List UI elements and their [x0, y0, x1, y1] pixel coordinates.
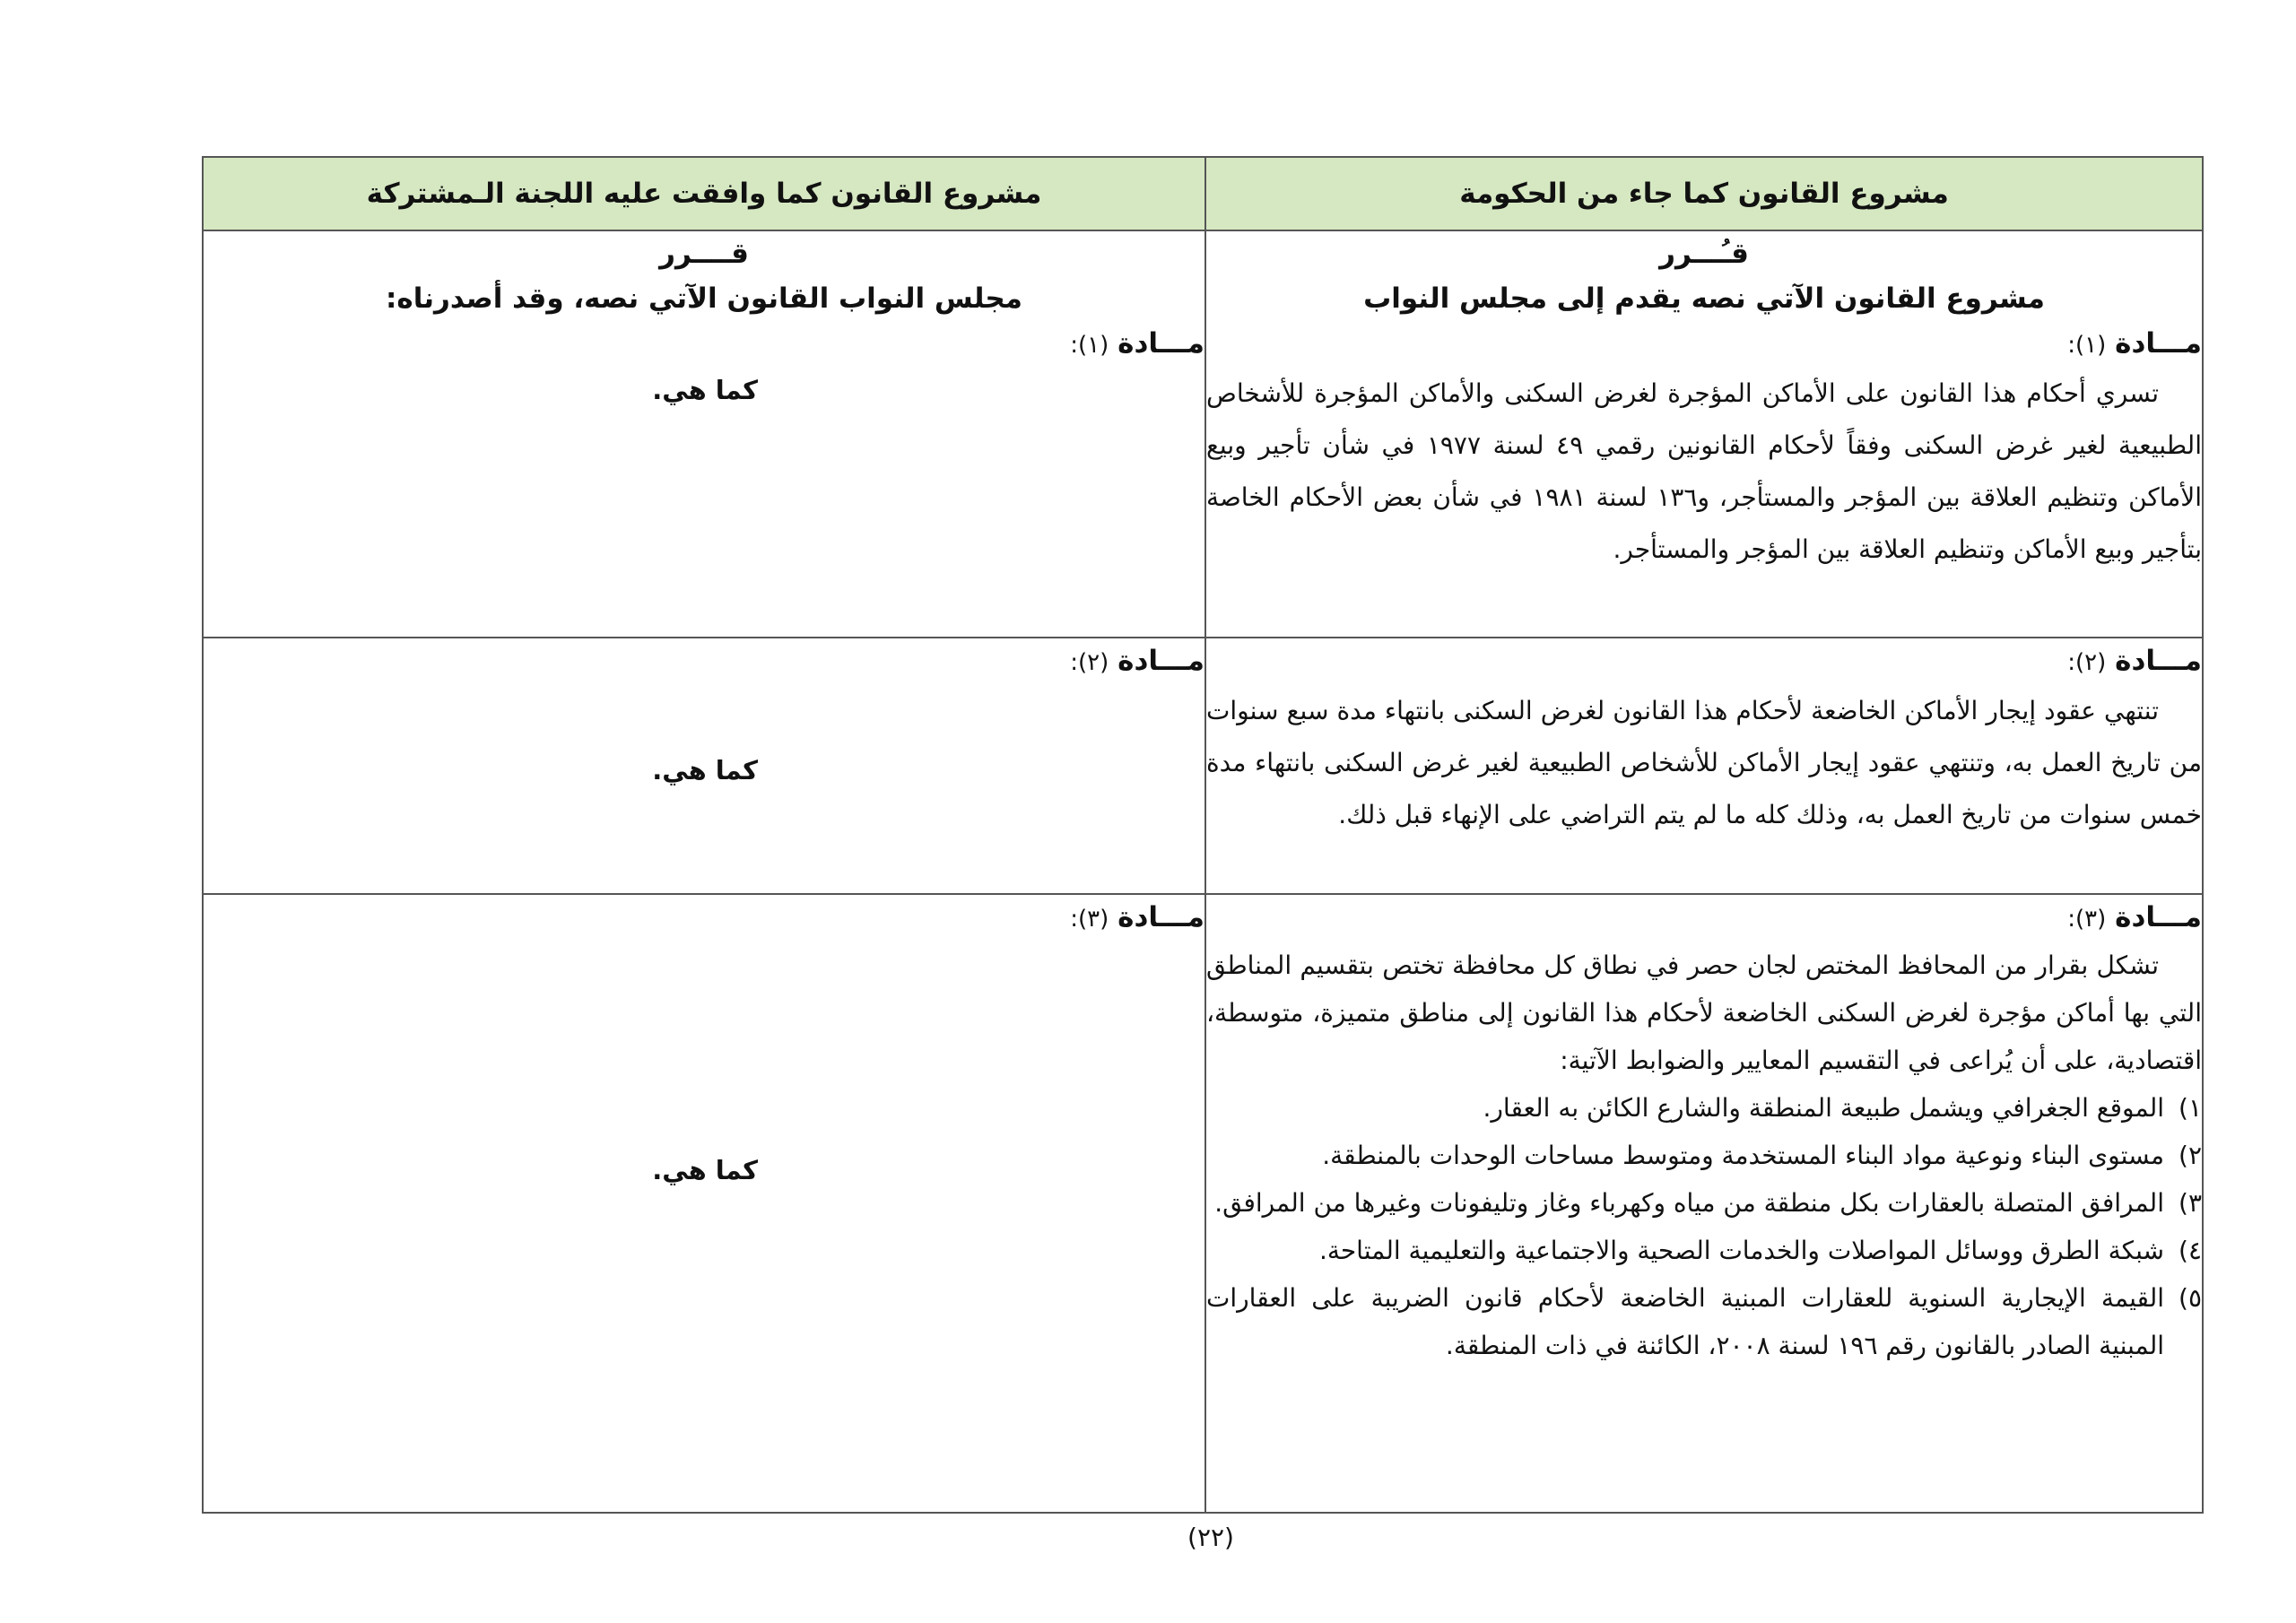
committee-article-1-heading: [204, 321, 1205, 368]
list-item-text: القيمة الإيجارية السنوية للعقارات المبنية الخاضعة لأحكام قانون الضريبة على العقارات المبنية الصادر بالقانون رقم ١٩٦ لسنة ٢٠٠٨، الكائنة في ذات المنطقة.: [1206, 1283, 2164, 1360]
article-number: (٣):: [2067, 906, 2107, 933]
header-committee: مشروع القانون كما وافقت عليه اللجنة الـمشتركة: [203, 157, 1205, 230]
committee-article-2-heading: [204, 638, 1205, 685]
article-label: مـــادة: [1118, 901, 1205, 933]
list-item: [1206, 1179, 2202, 1227]
article-label: مـــادة: [2115, 645, 2202, 677]
list-item-number: ٤): [2179, 1236, 2202, 1265]
list-item: [1206, 1274, 2202, 1369]
gov-intro: مشروع القانون الآتي نصه يقدم إلى مجلس النواب: [1363, 282, 2045, 315]
table-row: [203, 230, 2203, 638]
article-number: (٢):: [2067, 649, 2107, 676]
article-label: مـــادة: [2115, 901, 2202, 933]
list-item-text: مستوى البناء ونوعية مواد البناء المستخدمة ومتوسط مساحات الوحدات بالمنطقة.: [1322, 1141, 2164, 1170]
list-item-number: ١): [2179, 1093, 2202, 1123]
gov-article-2-heading: [1206, 638, 2202, 685]
list-item: [1206, 1132, 2202, 1179]
comparison-table: [202, 156, 2204, 1514]
gov-article-3-text: تشكل بقرار من المحافظ المختص لجان حصر في نطاق كل محافظة تختص بتقسيم المناطق التي بها أماكن مؤجرة لغرض السكنى الخاضعة لأحكام هذا القانون إلى مناطق متميزة، متوسطة، اقتصادية، على أن يُراعى في التقسيم المعايير والضوابط الآتية:: [1206, 950, 2202, 1075]
table-header-row: [203, 157, 2203, 230]
table-row: [203, 638, 2203, 894]
list-item-number: ٥): [2179, 1283, 2202, 1313]
committee-intro: مجلس النواب القانون الآتي نصه، وقد أصدرناه:: [386, 282, 1022, 315]
list-item-text: الموقع الجغرافي ويشمل طبيعة المنطقة والشارع الكائن به العقار.: [1483, 1093, 2164, 1123]
gov-decree: قـُـــرر: [1659, 238, 1749, 270]
list-item-text: شبكة الطرق ووسائل المواصلات والخدمات الصحية والاجتماعية والتعليمية المتاحة.: [1318, 1236, 2164, 1265]
list-item-text: المرافق المتصلة بالعقارات بكل منطقة من مياه وكهرباء وغاز وتليفونات وغيرها من المرافق.: [1214, 1188, 2164, 1218]
committee-decree: قــــرر: [659, 238, 749, 270]
page-number: (٢٢): [1187, 1523, 1234, 1552]
committee-article-2-text: كما هي.: [652, 755, 758, 785]
article-label: مـــادة: [1118, 327, 1205, 360]
list-item-number: ٢): [2179, 1141, 2202, 1170]
article-number: (٢):: [1070, 649, 1109, 676]
article-label: مـــادة: [1118, 645, 1205, 677]
committee-article-2-cell: [203, 638, 1205, 894]
gov-article-3-heading: [1206, 895, 2202, 942]
list-item: [1206, 1084, 2202, 1132]
gov-article-2-cell: [1205, 638, 2203, 894]
article-number: (١):: [2067, 332, 2107, 359]
gov-article-3-cell: [1205, 894, 2203, 1513]
gov-article-1-heading: [1206, 321, 2202, 368]
gov-article-2-text: تنتهي عقود إيجار الأماكن الخاضعة لأحكام هذا القانون لغرض السكنى بانتهاء مدة سبع سنوات من تاريخ العمل به، وتنتهي عقود إيجار الأماكن للأشخاص الطبيعية لغير غرض السكنى بانتهاء مدة خمس سنوات من تاريخ العمل به، وذلك كله ما لم يتم التراضي على الإنهاء قبل ذلك.: [1206, 696, 2202, 829]
list-item: [1206, 1227, 2202, 1274]
article-label: مـــادة: [2115, 327, 2202, 360]
gov-article-1-cell: [1205, 230, 2203, 638]
header-government: مشروع القانون كما جاء من الحكومة: [1205, 157, 2203, 230]
table-row: [203, 894, 2203, 1513]
article-number: (١):: [1070, 332, 1109, 359]
gov-article-3-list: [1206, 1084, 2202, 1369]
committee-article-1-text: كما هي.: [652, 375, 758, 405]
article-number: (٣):: [1070, 906, 1109, 933]
committee-article-3-cell: [203, 894, 1205, 1513]
list-item-number: ٣): [2179, 1188, 2202, 1218]
committee-article-3-heading: [204, 895, 1205, 942]
committee-article-3-text: كما هي.: [652, 1155, 758, 1185]
committee-article-1-cell: [203, 230, 1205, 638]
gov-article-1-text: تسري أحكام هذا القانون على الأماكن المؤجرة لغرض السكنى والأماكن المؤجرة للأشخاص الطبيعية لغير غرض السكنى وفقاً لأحكام القانونين رقمي ٤٩ لسنة ١٩٧٧ في شأن تأجير وبيع الأماكن وتنظيم العلاقة بين المؤجر والمستأجر، و١٣٦ لسنة ١٩٨١ في شأن بعض الأحكام الخاصة بتأجير وبيع الأماكن وتنظيم العلاقة بين المؤجر والمستأجر.: [1206, 378, 2202, 564]
